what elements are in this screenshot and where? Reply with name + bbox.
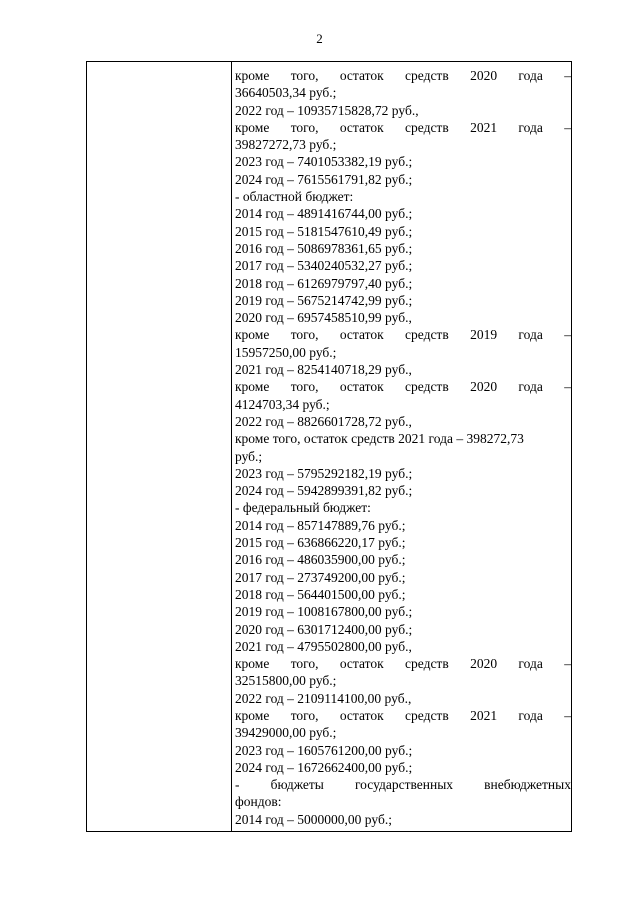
text-line: 2024 год – 1672662400,00 руб.; bbox=[235, 759, 413, 775]
text-line: - областной бюджет: bbox=[235, 189, 354, 205]
text-word: остаток bbox=[339, 656, 384, 672]
funding-table bbox=[86, 61, 572, 832]
text-word: средств bbox=[405, 68, 449, 83]
text-line: 2019 год – 1008167800,00 руб.; bbox=[235, 604, 413, 620]
text-line: 2014 год – 4891416744,00 руб.; bbox=[235, 206, 413, 222]
text-word: – bbox=[564, 707, 571, 723]
text-word: того, bbox=[290, 68, 319, 83]
text-line: 2022 год – 10935715828,72 руб., bbox=[235, 102, 419, 118]
text-word: - bbox=[235, 777, 240, 793]
text-word: средств bbox=[405, 327, 449, 343]
text-line: 2023 год – 5795292182,19 руб.; bbox=[235, 465, 413, 481]
text-word: года bbox=[518, 68, 543, 83]
text-word: средств bbox=[405, 119, 449, 135]
table-left-cell bbox=[87, 62, 232, 831]
text-line: 2022 год – 2109114100,00 руб., bbox=[235, 690, 412, 706]
text-line: 2016 год – 5086978361,65 руб.; bbox=[235, 240, 413, 256]
text-word: бюджеты bbox=[270, 777, 324, 793]
text-word: того, bbox=[290, 656, 319, 672]
text-line: 2024 год – 7615561791,82 руб.; bbox=[235, 171, 413, 187]
text-word: – bbox=[564, 119, 571, 135]
text-line: 2018 год – 564401500,00 руб.; bbox=[235, 586, 406, 602]
text-line: 4124703,34 руб.; bbox=[235, 396, 330, 412]
text-word: – bbox=[564, 327, 571, 343]
table-right-cell bbox=[235, 67, 571, 828]
text-word: 2020 bbox=[470, 68, 498, 83]
text-line: 39429000,00 руб.; bbox=[235, 725, 337, 741]
text-word: года bbox=[518, 656, 543, 672]
text-word: кроме bbox=[235, 379, 270, 395]
text-line: 2020 год – 6957458510,99 руб., bbox=[235, 310, 412, 326]
text-word: того, bbox=[290, 707, 319, 723]
text-word: средств bbox=[405, 656, 449, 672]
text-line: 39827272,73 руб.; bbox=[235, 137, 337, 153]
page-number: 2 bbox=[316, 31, 323, 46]
text-word: кроме bbox=[235, 119, 270, 135]
text-line bbox=[235, 655, 571, 672]
text-word: того, bbox=[290, 379, 319, 395]
text-line: 2018 год – 6126979797,40 руб.; bbox=[235, 275, 413, 291]
text-line: 32515800,00 руб.; bbox=[235, 673, 337, 689]
text-line: 2021 год – 4795502800,00 руб., bbox=[235, 638, 412, 654]
text-line: 2017 год – 273749200,00 руб.; bbox=[235, 569, 406, 585]
text-word: – bbox=[564, 656, 571, 672]
text-line bbox=[235, 119, 571, 136]
text-line: - федеральный бюджет: bbox=[235, 500, 371, 516]
text-word: остаток bbox=[339, 68, 384, 83]
text-line: 2017 год – 5340240532,27 руб.; bbox=[235, 258, 413, 274]
text-line bbox=[235, 67, 571, 84]
text-line: 2019 год – 5675214742,99 руб.; bbox=[235, 292, 413, 308]
text-word: кроме bbox=[235, 68, 270, 83]
text-line: 2014 год – 857147889,76 руб.; bbox=[235, 517, 406, 533]
text-word: остаток bbox=[339, 707, 384, 723]
text-word: средств bbox=[405, 707, 449, 723]
text-word: кроме bbox=[235, 707, 270, 723]
text-word: средств bbox=[405, 379, 449, 395]
text-word: года bbox=[518, 379, 543, 395]
text-word: кроме bbox=[235, 327, 270, 343]
text-line: 2023 год – 1605761200,00 руб.; bbox=[235, 742, 413, 758]
text-word: государственных bbox=[354, 777, 454, 793]
text-word: – bbox=[564, 68, 571, 83]
text-word: 2021 bbox=[470, 119, 498, 135]
text-word: 2020 bbox=[470, 656, 498, 672]
text-line: фондов: bbox=[235, 794, 282, 810]
text-word: 2021 bbox=[470, 707, 498, 723]
text-line: 36640503,34 руб.; bbox=[235, 85, 337, 101]
text-line: 15957250,00 руб.; bbox=[235, 344, 337, 360]
text-word: года bbox=[518, 327, 543, 343]
text-word: – bbox=[564, 379, 571, 395]
text-line: кроме того, остаток средств 2021 года – 398272,73 bbox=[235, 431, 524, 447]
text-word: 2020 bbox=[470, 379, 498, 395]
text-line: 2022 год – 8826601728,72 руб., bbox=[235, 413, 412, 429]
text-line bbox=[235, 326, 571, 343]
text-word: внебюджетных bbox=[484, 777, 571, 793]
text-word: остаток bbox=[339, 119, 384, 135]
text-line: 2016 год – 486035900,00 руб.; bbox=[235, 552, 406, 568]
text-line bbox=[235, 776, 571, 793]
text-line bbox=[235, 707, 571, 724]
text-word: того, bbox=[290, 119, 319, 135]
text-line: 2015 год – 5181547610,49 руб.; bbox=[235, 223, 413, 239]
text-line: 2015 год – 636866220,17 руб.; bbox=[235, 535, 406, 551]
text-word: остаток bbox=[339, 327, 384, 343]
text-word: того, bbox=[290, 327, 319, 343]
text-line: 2014 год – 5000000,00 руб.; bbox=[235, 811, 392, 827]
text-line: руб.; bbox=[235, 448, 263, 464]
text-word: кроме bbox=[235, 656, 270, 672]
text-word: года bbox=[518, 119, 543, 135]
text-word: 2019 bbox=[470, 327, 498, 343]
text-line: 2021 год – 8254140718,29 руб., bbox=[235, 362, 412, 378]
text-line bbox=[235, 378, 571, 395]
text-word: года bbox=[518, 707, 543, 723]
text-word: остаток bbox=[339, 379, 384, 395]
text-line: 2023 год – 7401053382,19 руб.; bbox=[235, 154, 413, 170]
text-line: 2024 год – 5942899391,82 руб.; bbox=[235, 483, 413, 499]
text-line: 2020 год – 6301712400,00 руб.; bbox=[235, 621, 413, 637]
